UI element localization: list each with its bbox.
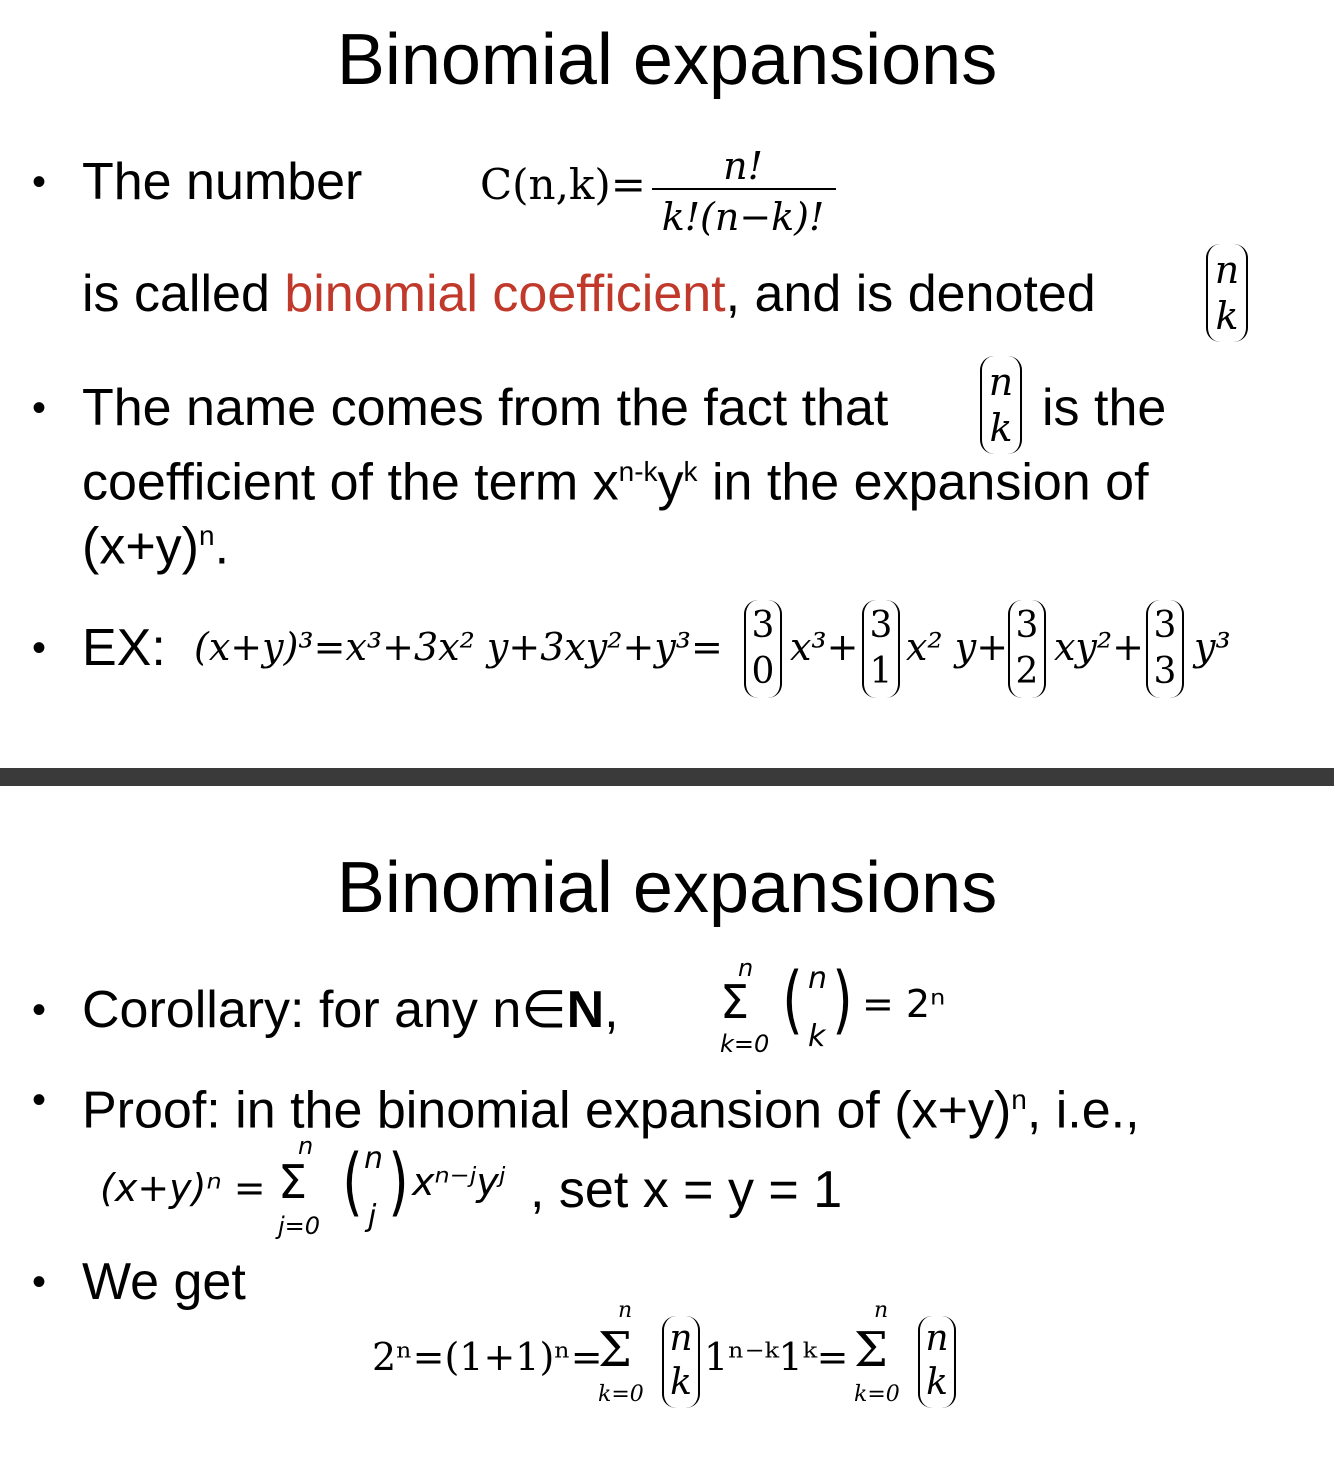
- example-label: EX:: [82, 619, 166, 677]
- bullet-dot: •: [32, 160, 47, 204]
- highlight-term: binomial coefficient: [284, 265, 726, 323]
- corollary-rhs: = 2ⁿ: [862, 982, 946, 1026]
- slide-divider: [0, 768, 1334, 786]
- binomial-symbol: n k: [1206, 244, 1248, 342]
- final-middle: 1ⁿ⁻ᵏ1ᵏ=: [704, 1335, 849, 1379]
- bullet-dot: •: [32, 626, 47, 670]
- left-paren: (: [342, 1139, 363, 1225]
- sum-lower-limit: k=0: [598, 1382, 644, 1407]
- bullet-text-line3: $(x+y)^n$.: [82, 517, 230, 576]
- bullet-text: is the: [1042, 379, 1167, 437]
- bullet-dot: •: [32, 988, 47, 1032]
- example-term: y³: [1194, 625, 1231, 669]
- binomial-symbol: n k: [662, 1316, 700, 1408]
- sum-upper-limit: n: [618, 1298, 633, 1323]
- sum-lower-limit: j=0: [278, 1212, 321, 1240]
- sum-symbol: Σ: [854, 1322, 888, 1378]
- sum-symbol: Σ: [278, 1155, 308, 1209]
- binom-bottom: j: [368, 1199, 377, 1234]
- bullet-text: We get: [82, 1253, 246, 1311]
- slide-title: Binomial expansions: [336, 848, 998, 928]
- binomial-symbol: 3 2: [1008, 600, 1046, 698]
- binom-top: n: [808, 961, 828, 996]
- right-paren: ): [832, 957, 853, 1043]
- binomial-symbol: 3 1: [862, 600, 900, 698]
- binomial-symbol: n k: [980, 356, 1022, 454]
- bullet-text-line2: coefficient of the term $x^{n-k}y^k$ in the expansion of: [82, 453, 1149, 512]
- sum-symbol: Σ: [720, 975, 750, 1029]
- example-term: x² y+: [906, 625, 1009, 669]
- sum-lower-limit: k=0: [854, 1382, 900, 1407]
- final-lhs: 2ⁿ=(1+1)ⁿ=: [372, 1335, 603, 1379]
- binomial-symbol: 3 0: [744, 600, 782, 698]
- right-paren: ): [388, 1139, 409, 1225]
- formula-numerator: n!: [723, 144, 763, 188]
- bullet-text-line2: is called binomial coefficient, and is denoted: [82, 265, 1096, 323]
- bullet-dot: •: [32, 1078, 47, 1122]
- proof-set: , set x = y = 1: [530, 1161, 843, 1219]
- example-expansion: (x+y)³=x³+3x² y+3xy²+y³=: [194, 625, 723, 669]
- fraction-bar: [652, 188, 836, 190]
- example-term: xy²+: [1054, 625, 1144, 669]
- sum-lower-limit: k=0: [720, 1030, 770, 1058]
- formula-lhs: C(n,k)=: [480, 160, 646, 209]
- bullet-dot: •: [32, 1260, 47, 1304]
- binom-top: n: [364, 1141, 384, 1176]
- bullet-text: Proof: in the binomial expansion of $(x+y)^n$, i.e.,: [82, 1081, 1140, 1140]
- sum-upper-limit: n: [298, 1132, 314, 1160]
- sum-symbol: Σ: [598, 1322, 632, 1378]
- bullet-text: Corollary: for any n∈N,: [82, 981, 619, 1039]
- sum-upper-limit: n: [874, 1298, 889, 1323]
- example-term: x³+: [790, 625, 859, 669]
- bullet-text: The name comes from the fact that: [82, 379, 889, 437]
- left-paren: (: [782, 957, 803, 1043]
- sum-upper-limit: n: [738, 954, 754, 982]
- bullet-text: The number: [82, 153, 363, 211]
- binomial-symbol: n k: [918, 1316, 956, 1408]
- proof-lhs: (x+y)ⁿ =: [100, 1166, 266, 1210]
- slide-2: [0, 786, 1334, 1464]
- binom-bottom: k: [808, 1019, 826, 1054]
- bullet-dot: •: [32, 386, 47, 430]
- binomial-symbol: 3 3: [1146, 600, 1184, 698]
- formula-denominator: k!(n−k)!: [661, 195, 825, 239]
- proof-term: xⁿ⁻ʲyʲ: [412, 1160, 506, 1204]
- slide-title: Binomial expansions: [336, 20, 998, 100]
